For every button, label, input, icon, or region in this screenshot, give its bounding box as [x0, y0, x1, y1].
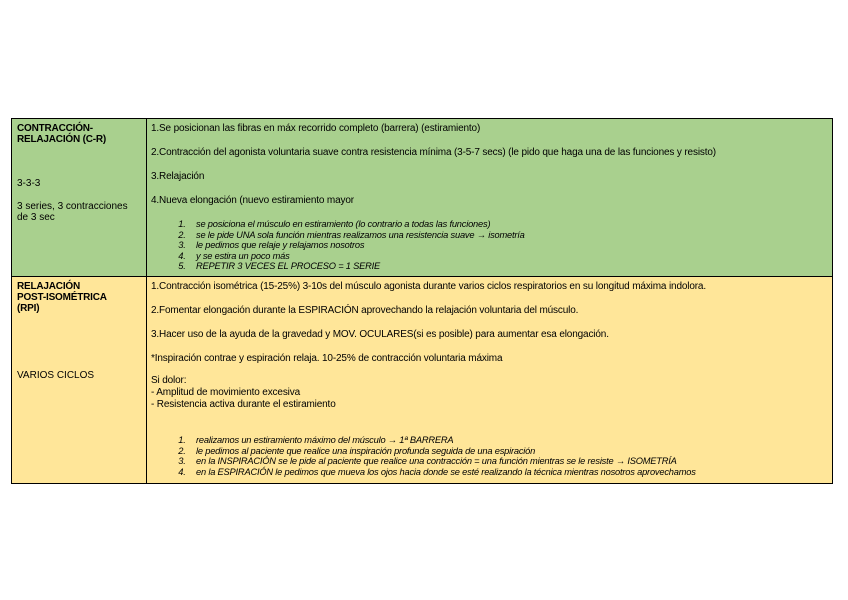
- cr-steps-list: [151, 219, 828, 272]
- rpi-right-cell: [147, 276, 833, 483]
- rpi-paragraph-4: *Inspiración contrae y espiración relaja. 10-25% de contracción voluntaria máxima: [151, 352, 503, 364]
- cr-step: 4. y se estira un poco más: [188, 251, 828, 262]
- rpi-paragraph-3: 3.Hacer uso de la ayuda de la gravedad y MOV. OCULARES(si es posible) para aumentar esa elongación.: [151, 328, 609, 340]
- cr-right-cell: [147, 119, 833, 277]
- cr-series-note: 3 series, 3 contracciones de 3 sec: [17, 201, 128, 223]
- rpi-step: 4. en la ESPIRACIÓN le pedimos que mueva los ojos hacia donde se esté realizando la técnica mientras nosotros aprovechamos: [188, 467, 828, 478]
- rpi-pain-item: - Amplitud de movimiento excesiva: [151, 386, 301, 398]
- cr-step: 2. se le pide UNA sola función mientras realizamos una resistencia suave → isometría: [188, 230, 828, 241]
- cr-step: 3. le pedimos que relaje y relajamos nosotros: [188, 240, 828, 251]
- cr-step: 5. REPETIR 3 VECES EL PROCESO = 1 SERIE: [188, 261, 828, 272]
- rpi-step: 1. realizamos un estiramiento máximo del músculo → 1ª BARRERA: [188, 435, 828, 446]
- cr-step: 1. se posiciona el músculo en estiramiento (lo contrario a todas las funciones): [188, 219, 828, 230]
- row-relajacion-post-isometrica: [12, 276, 833, 483]
- rpi-cycles: VARIOS CICLOS: [17, 369, 95, 381]
- cr-title: CONTRACCIÓN- RELAJACIÓN (C-R): [17, 123, 107, 145]
- row-contraccion-relajacion: [12, 119, 833, 277]
- cr-paragraph-4: 4.Nueva elongación (nuevo estiramiento mayor: [151, 195, 354, 206]
- cr-scheme: 3-3-3: [17, 178, 41, 189]
- rpi-pain-heading: Si dolor:: [151, 374, 187, 386]
- rpi-paragraph-2: 2.Fomentar elongación durante la ESPIRACIÓN aprovechando la relajación voluntaria del músculo.: [151, 304, 579, 316]
- rpi-left-cell: [12, 276, 147, 483]
- rpi-paragraph-1: 1.Contracción isométrica (15-25%) 3-10s del músculo agonista durante varios ciclos respiratorios en su longitud máxima indolora.: [151, 280, 706, 292]
- rpi-step: 2. le pedimos al paciente que realice una inspiración profunda seguida de una espiración: [188, 446, 828, 457]
- rpi-pain-item: - Resistencia activa durante el estiramiento: [151, 398, 336, 410]
- techniques-table: [11, 118, 833, 484]
- rpi-title: RELAJACIÓN POST-ISOMÉTRICA (RPI): [17, 280, 107, 314]
- rpi-step: 3. en la INSPIRACIÓN se le pide al paciente que realice una contracción = una función mientras se le resiste → ISOMETRÍA: [188, 456, 828, 467]
- cr-paragraph-1: 1.Se posicionan las fibras en máx recorrido completo (barrera) (estiramiento): [151, 123, 481, 134]
- rpi-steps-list: [151, 435, 828, 477]
- cr-left-cell: [12, 119, 147, 277]
- cr-paragraph-2: 2.Contracción del agonista voluntaria suave contra resistencia mínima (3-5-7 secs) (le pido que haga una de las funciones y resisto): [151, 147, 716, 158]
- cr-paragraph-3: 3.Relajación: [151, 171, 205, 182]
